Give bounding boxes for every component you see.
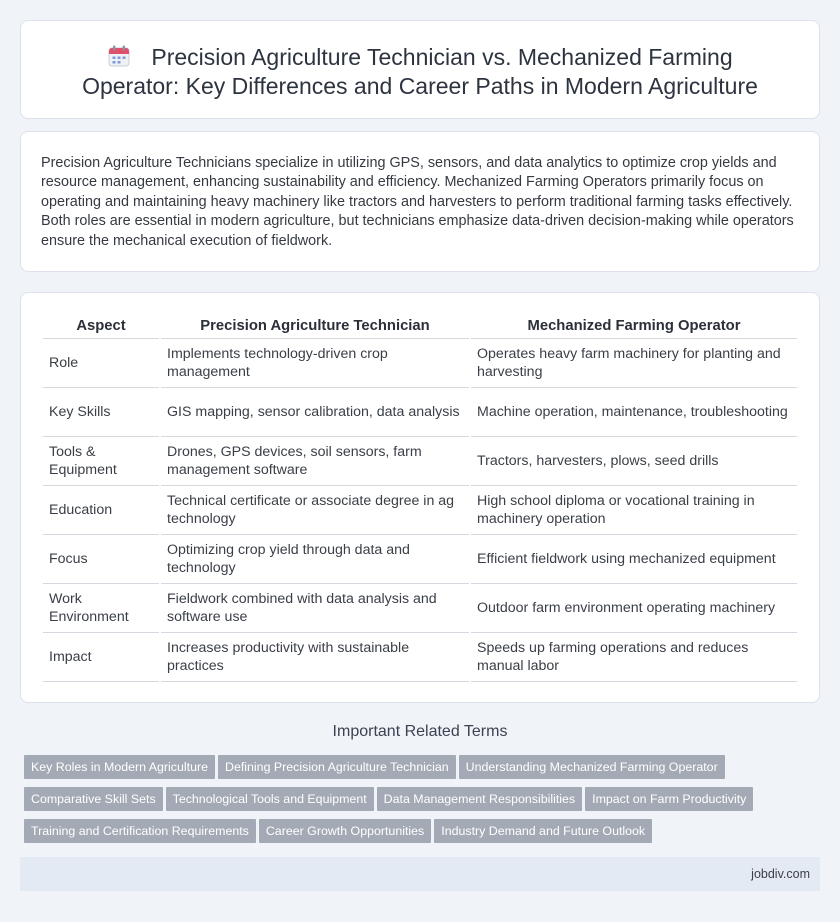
tag-link[interactable]: Industry Demand and Future Outlook xyxy=(434,819,652,843)
tag-link[interactable]: Data Management Responsibilities xyxy=(377,787,582,811)
tag-link[interactable]: Understanding Mechanized Farming Operator xyxy=(459,755,725,779)
tag-row xyxy=(24,755,824,787)
header-operator: Mechanized Farming Operator xyxy=(471,313,797,339)
table-row xyxy=(43,339,797,388)
aspect-cell: Work Environment xyxy=(43,584,159,633)
tag-row xyxy=(24,819,824,851)
technician-cell: Implements technology-driven crop management xyxy=(161,339,469,388)
intro-card xyxy=(20,131,820,272)
tag-link[interactable]: Key Roles in Modern Agriculture xyxy=(24,755,215,779)
footer-site-link[interactable]: jobdiv.com xyxy=(751,867,810,881)
table-row xyxy=(43,388,797,437)
related-terms-title: Important Related Terms xyxy=(332,723,508,740)
page-title-text: Precision Agriculture Technician vs. Mechanized Farming Operator: Key Differences and Career Paths in Modern Agriculture xyxy=(82,44,758,99)
header-aspect: Aspect xyxy=(43,313,159,339)
comparison-card xyxy=(20,292,820,703)
tag-link[interactable]: Comparative Skill Sets xyxy=(24,787,163,811)
technician-cell: Technical certificate or associate degree in ag technology xyxy=(161,486,469,535)
aspect-cell: Education xyxy=(43,486,159,535)
operator-cell: High school diploma or vocational training in machinery operation xyxy=(471,486,797,535)
technician-cell: GIS mapping, sensor calibration, data analysis xyxy=(161,388,469,437)
tag-row xyxy=(24,787,824,819)
footer xyxy=(20,857,820,891)
table-header-row xyxy=(43,313,797,339)
tag-link[interactable]: Technological Tools and Equipment xyxy=(166,787,374,811)
technician-cell: Increases productivity with sustainable practices xyxy=(161,633,469,682)
operator-cell: Speeds up farming operations and reduces manual labor xyxy=(471,633,797,682)
operator-cell: Machine operation, maintenance, troubleshooting xyxy=(471,388,797,437)
related-terms-tags xyxy=(24,755,824,851)
title-card xyxy=(20,20,820,119)
operator-cell: Outdoor farm environment operating machinery xyxy=(471,584,797,633)
technician-cell: Drones, GPS devices, soil sensors, farm management software xyxy=(161,437,469,486)
tag-link[interactable]: Training and Certification Requirements xyxy=(24,819,256,843)
operator-cell: Tractors, harvesters, plows, seed drills xyxy=(471,437,797,486)
operator-cell: Operates heavy farm machinery for planting and harvesting xyxy=(471,339,797,388)
aspect-cell: Impact xyxy=(43,633,159,682)
comparison-table xyxy=(41,313,799,682)
calendar-icon xyxy=(107,44,131,68)
aspect-cell: Key Skills xyxy=(43,388,159,437)
table-row xyxy=(43,633,797,682)
tag-link[interactable]: Career Growth Opportunities xyxy=(259,819,431,843)
aspect-cell: Role xyxy=(43,339,159,388)
table-row xyxy=(43,437,797,486)
page-title xyxy=(61,43,779,101)
operator-cell: Efficient fieldwork using mechanized equipment xyxy=(471,535,797,584)
table-row xyxy=(43,486,797,535)
technician-cell: Optimizing crop yield through data and technology xyxy=(161,535,469,584)
intro-text: Precision Agriculture Technicians specialize in utilizing GPS, sensors, and data analytics to optimize crop yields and resource management, enhancing sustainability and efficiency. Mechanized Farming Operators primarily focus on operating and maintaining heavy machinery like tractors and harvesters to perform traditional farming tasks effectively. Both roles are essential in modern agriculture, but technicians emphasize data-driven decision-making while operators ensure the mechanical execution of fieldwork. xyxy=(41,155,794,249)
header-technician: Precision Agriculture Technician xyxy=(161,313,469,339)
tag-link[interactable]: Impact on Farm Productivity xyxy=(585,787,753,811)
aspect-cell: Tools & Equipment xyxy=(43,437,159,486)
aspect-cell: Focus xyxy=(43,535,159,584)
table-row xyxy=(43,584,797,633)
tag-link[interactable]: Defining Precision Agriculture Technician xyxy=(218,755,456,779)
technician-cell: Fieldwork combined with data analysis and software use xyxy=(161,584,469,633)
table-row xyxy=(43,535,797,584)
